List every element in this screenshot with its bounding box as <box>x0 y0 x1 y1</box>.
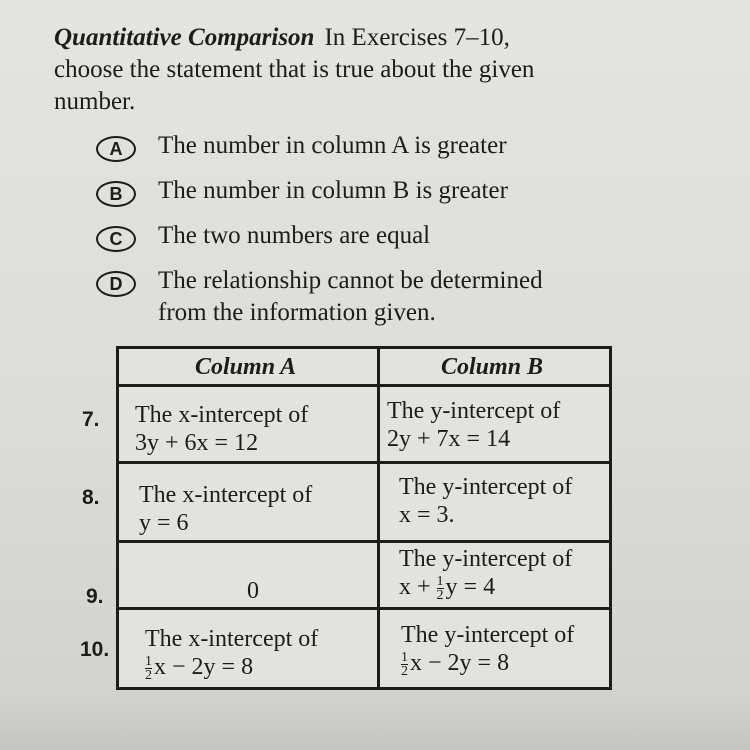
fraction-numerator: 1 <box>145 653 152 669</box>
choice-a[interactable] <box>96 130 616 175</box>
row-number-7: 7. <box>82 408 100 431</box>
row-10-a-line-1: The x-intercept of <box>145 626 319 652</box>
row-9-b-eq-pre: x + <box>399 574 437 600</box>
column-b-header: Column B <box>441 354 544 380</box>
section-title: Quantitative Comparison <box>54 24 315 51</box>
row-7-a-line-1: The x-intercept of <box>135 402 309 428</box>
fraction-denominator: 2 <box>145 667 152 683</box>
row-7-a-line-2: 3y + 6x = 12 <box>135 430 259 456</box>
row-8-column-b <box>399 473 572 529</box>
row-divider-9 <box>119 607 609 610</box>
fraction-denominator: 2 <box>436 587 444 603</box>
answer-choices <box>96 130 616 335</box>
row-8-b-line-1: The y-intercept of <box>399 474 573 500</box>
row-8-b-line-2: x = 3. <box>399 502 455 528</box>
row-7-column-a <box>135 401 308 457</box>
row-10-a-eq-post: x − 2y = 8 <box>154 654 254 680</box>
fraction-one-half <box>145 655 152 682</box>
choice-d[interactable] <box>96 265 616 335</box>
row-9-b-eq-post: y = 4 <box>445 574 496 600</box>
column-a-header: Column A <box>195 354 297 380</box>
row-number-10: 10. <box>80 638 110 661</box>
choice-letter-a: A <box>96 136 136 162</box>
row-10-column-a <box>145 625 318 682</box>
choice-c[interactable] <box>96 220 616 265</box>
fraction-numerator: 1 <box>401 649 408 665</box>
fraction-one-half <box>401 651 408 678</box>
choice-letter-b: B <box>96 181 136 207</box>
row-7-b-line-1: The y-intercept of <box>387 398 561 424</box>
row-divider-8 <box>119 540 609 543</box>
choice-d-text <box>158 265 608 329</box>
row-10-column-b <box>401 621 574 678</box>
row-number-8: 8. <box>82 486 100 509</box>
row-8-column-a <box>139 481 312 537</box>
row-9-column-b <box>399 545 572 602</box>
row-10-b-eq-post: x − 2y = 8 <box>410 650 510 676</box>
instruction-line-2: choose the statement that is true about the given <box>54 56 535 83</box>
row-8-a-line-1: The x-intercept of <box>139 482 313 508</box>
choice-d-line-2: from the information given. <box>158 299 436 326</box>
instruction-line-1: In Exercises 7–10, <box>324 24 510 51</box>
fraction-denominator: 2 <box>401 663 408 679</box>
header-divider <box>119 384 609 387</box>
row-number-9: 9. <box>86 585 104 608</box>
choice-c-text: The two numbers are equal <box>158 222 431 249</box>
instruction-line-3: number. <box>54 88 136 115</box>
choice-b-text: The number in column B is greater <box>158 177 508 204</box>
choice-a-text: The number in column A is greater <box>158 132 507 159</box>
choice-letter-d: D <box>96 271 136 297</box>
row-9-b-line-1: The y-intercept of <box>399 546 573 572</box>
choice-letter-c: C <box>96 226 136 252</box>
row-9-column-a: 0 <box>247 578 259 604</box>
choice-d-line-1: The relationship cannot be determined <box>158 267 543 294</box>
row-10-b-line-1: The y-intercept of <box>401 622 575 648</box>
exercise-instructions <box>54 22 614 118</box>
bottom-shadow <box>0 690 750 750</box>
row-7-column-b <box>387 397 560 453</box>
fraction-one-half <box>437 575 444 602</box>
choice-b[interactable] <box>96 175 616 220</box>
row-divider-7 <box>119 461 609 464</box>
fraction-numerator: 1 <box>436 573 444 589</box>
row-7-b-line-2: 2y + 7x = 14 <box>387 426 511 452</box>
row-8-a-line-2: y = 6 <box>139 510 189 536</box>
comparison-table <box>116 346 612 690</box>
column-divider <box>377 349 380 689</box>
